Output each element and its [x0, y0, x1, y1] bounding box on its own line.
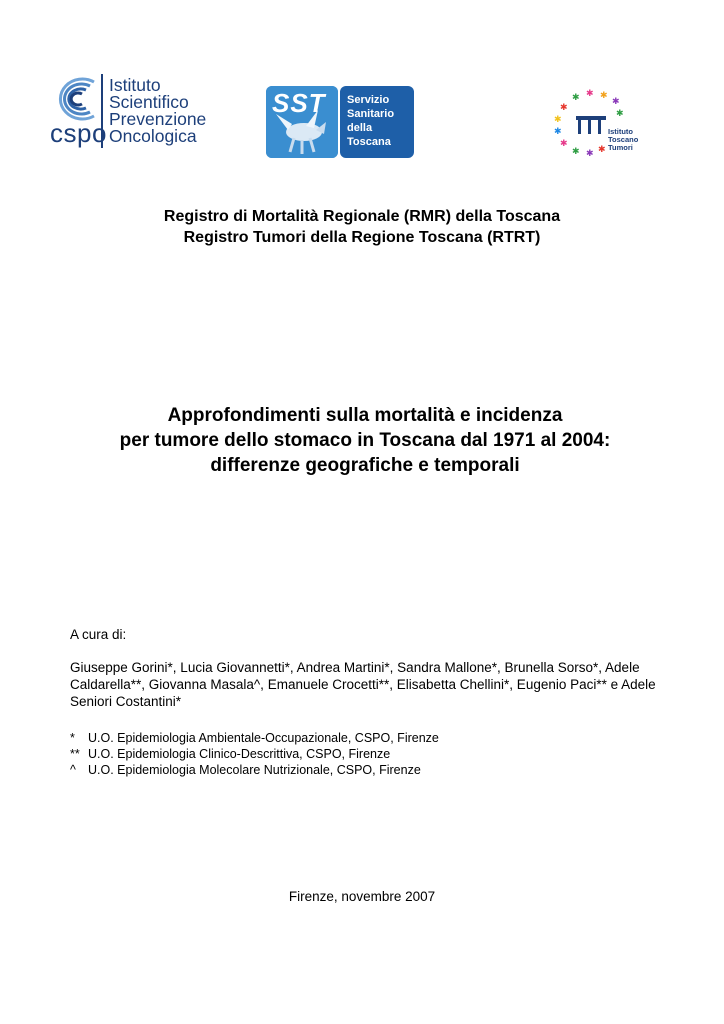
svg-text:✱: ✱	[572, 93, 580, 103]
svg-text:✱: ✱	[560, 139, 568, 149]
note-text: U.O. Epidemiologia Clinico-Descrittiva, CSPO, Firenze	[88, 747, 391, 761]
itt-logo	[546, 86, 646, 160]
itt-line: Istituto	[608, 127, 633, 136]
registry-line-1: Registro di Mortalità Regionale (RMR) della Toscana	[163, 208, 561, 225]
title-line-2: per tumore dello stomaco in Toscana dal 1971 al 2004:	[119, 430, 611, 451]
note-text: U.O. Epidemiologia Molecolare Nutrizionale, CSPO, Firenze	[88, 763, 421, 777]
itt-name	[608, 128, 638, 152]
sst-line: Sanitario	[347, 108, 395, 120]
cspo-rings-icon	[50, 76, 102, 122]
sst-logo	[266, 86, 414, 158]
svg-text:✱: ✱	[612, 97, 620, 107]
cspo-line: Prevenzione	[109, 109, 207, 129]
logo-row	[0, 0, 724, 180]
affiliation-note	[70, 762, 439, 778]
affiliation-note	[70, 730, 439, 746]
svg-text:✱: ✱	[554, 115, 562, 125]
title-line-3: differenze geografiche e temporali	[210, 455, 520, 476]
cspo-wordmark: cspo	[50, 118, 107, 148]
cspo-line: Istituto	[109, 75, 161, 95]
itt-line: Toscano	[608, 135, 639, 144]
author-list: Giuseppe Gorini*, Lucia Giovannetti*, Andrea Martini*, Sandra Mallone*, Brunella Sorso*, Adele Caldarella**, Giovanna Masala^, Emanuele Crocetti**, Elisabetta Chellini*, Eugenio Paci** e Adele Seniori Costantini*	[70, 660, 656, 709]
registry-line-2: Registro Tumori della Regione Toscana (RTRT)	[183, 229, 541, 246]
note-mark: *	[70, 731, 75, 745]
svg-text:✱: ✱	[554, 127, 562, 137]
svg-text:✱: ✱	[586, 149, 594, 159]
svg-text:✱: ✱	[572, 147, 580, 157]
svg-text:✱: ✱	[616, 109, 624, 119]
cspo-line: Scientifico	[109, 92, 189, 112]
itt-line: Tumori	[608, 143, 633, 152]
svg-text:✱: ✱	[600, 91, 608, 101]
sst-emblem	[266, 86, 338, 158]
curators-section	[70, 626, 670, 710]
sst-line: Toscana	[347, 136, 391, 148]
sst-line: della	[347, 122, 373, 134]
sst-letters: SST	[272, 88, 326, 118]
cspo-line: Oncologica	[109, 126, 197, 146]
cspo-logo	[50, 74, 220, 154]
svg-text:✱: ✱	[586, 89, 594, 99]
sst-line: Servizio	[347, 94, 390, 106]
document-title	[100, 403, 630, 478]
affiliation-note	[70, 746, 439, 762]
svg-text:✱: ✱	[560, 103, 568, 113]
cspo-institute-name	[109, 77, 206, 145]
curators-label: A cura di:	[70, 627, 127, 642]
note-mark: ^	[70, 763, 76, 777]
title-line-1: Approfondimenti sulla mortalità e incidenza	[167, 405, 563, 426]
place-date: Firenze, novembre 2007	[288, 889, 436, 904]
sst-service-name	[347, 93, 394, 149]
affiliation-notes	[70, 730, 439, 778]
note-mark: **	[70, 747, 80, 761]
svg-text:✱: ✱	[598, 145, 606, 155]
note-text: U.O. Epidemiologia Ambientale-Occupazionale, CSPO, Firenze	[88, 731, 439, 745]
sst-label-box	[340, 86, 414, 158]
registry-heading	[0, 206, 724, 248]
